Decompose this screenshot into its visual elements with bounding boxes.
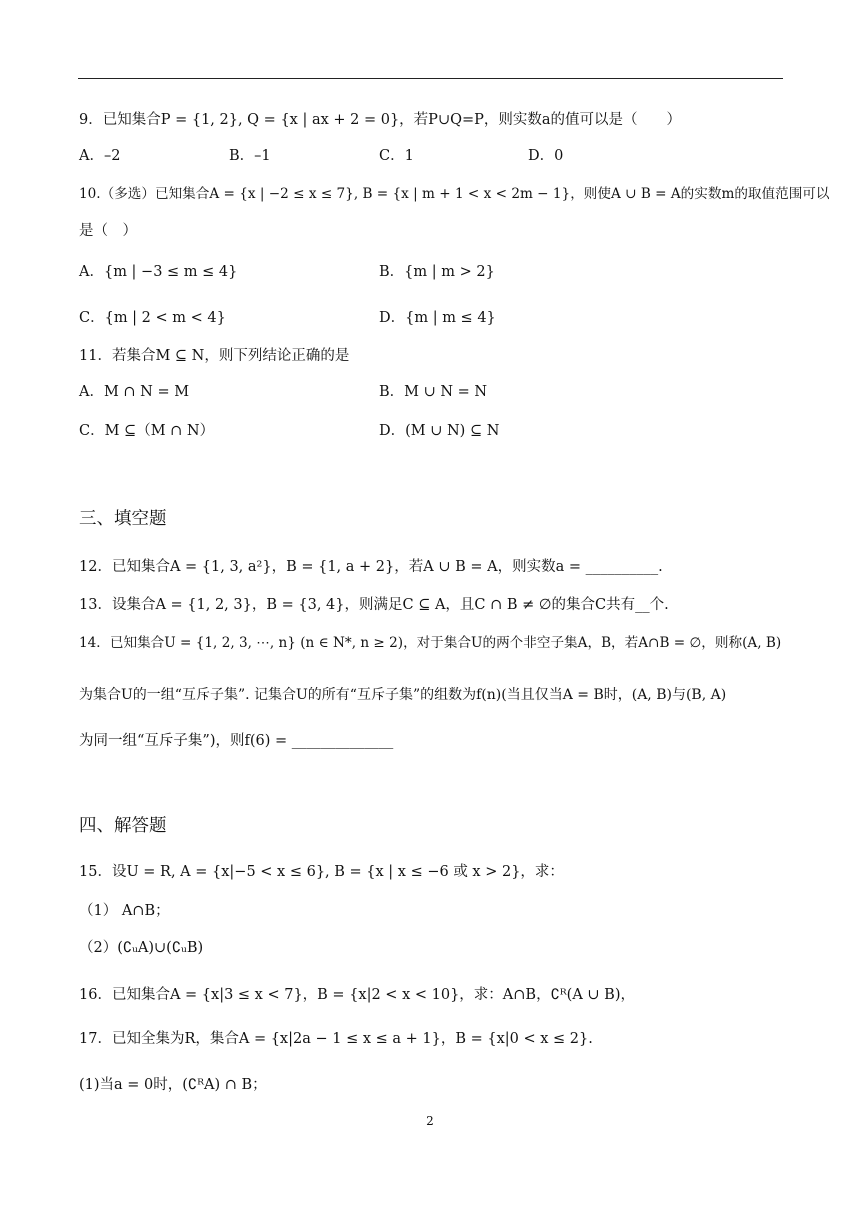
q9-option-d: D．0 (528, 148, 564, 164)
question-15: 15．设U = R, A = {x|−5 < x ≤ 6}, B = {x | x ≤ −6 或 x > 2}，求： (79, 864, 564, 880)
q10-option-b: B．{m | m > 2} (379, 264, 495, 280)
page-number: 2 (426, 1114, 434, 1128)
question-10-line-1: 10.（多选）已知集合A = {x | −2 ≤ x ≤ 7}, B = {x | m + 1 < x < 2m − 1}，则使A ∪ B = A的实数m的取值范围可以 (79, 186, 830, 202)
question-9: 9．已知集合P = {1, 2}, Q = {x | ax + 2 = 0}，若P∪Q=P，则实数a的值可以是（ ） (79, 112, 682, 128)
question-16: 16．已知集合A = {x|3 ≤ x < 7}，B = {x|2 < x < 10}，求：A∩B，∁ᴿ(A ∪ B)， (79, 987, 635, 1003)
q10-option-a: A．{m | −3 ≤ m ≤ 4} (79, 264, 238, 280)
question-10-line-2: 是（ ） (79, 223, 137, 239)
question-11: 11．若集合M ⊆ N，则下列结论正确的是 (79, 348, 350, 364)
question-17: 17．已知全集为R，集合A = {x|2a − 1 ≤ x ≤ a + 1}，B = {x|0 < x ≤ 2}. (79, 1031, 593, 1047)
q10-option-d: D．{m | m ≤ 4} (379, 310, 496, 326)
question-17-part-1: (1)当a = 0时，(∁ᴿA) ∩ B； (79, 1077, 267, 1093)
q10-option-c: C．{m | 2 < m < 4} (79, 310, 226, 326)
q11-option-b: B．M ∪ N = N (379, 384, 488, 400)
q9-option-a: A．–2 (79, 148, 121, 164)
section-heading-fill-in: 三、填空题 (79, 509, 167, 529)
question-14-line-3: 为同一组“互斥子集”)，则f(6) = ______________ (79, 733, 394, 749)
question-14-line-1: 14．已知集合U = {1, 2, 3, ⋯, n} (n ∈ N*, n ≥ 2)，对于集合U的两个非空子集A，B，若A∩B = ∅，则称(A, B) (79, 635, 782, 651)
question-13: 13．设集合A = {1, 2, 3}，B = {3, 4}，则满足C ⊆ A，且C ∩ B ≠ ∅的集合C共有__个. (79, 597, 669, 613)
header-rule (78, 78, 783, 79)
q11-option-a: A．M ∩ N = M (79, 384, 190, 400)
question-15-part-1: （1） A∩B； (79, 903, 170, 919)
q9-option-c: C．1 (379, 148, 414, 164)
q11-option-c: C．M ⊆（M ∩ N） (79, 423, 215, 439)
question-14-line-2: 为集合U的一组“互斥子集”. 记集合U的所有“互斥子集”的组数为f(n)(当且仅当A = B时，(A, B)与(B, A) (79, 687, 727, 703)
question-12: 12．已知集合A = {1, 3, a²}，B = {1, a + 2}，若A ∪ B = A，则实数a = __________. (79, 559, 663, 575)
q9-option-b: B．–1 (229, 148, 271, 164)
q11-option-d: D．(M ∪ N) ⊆ N (379, 423, 500, 439)
question-15-part-2: （2）(∁ᵤA)∪(∁ᵤB) (79, 940, 204, 956)
section-heading-solutions: 四、解答题 (79, 816, 167, 836)
